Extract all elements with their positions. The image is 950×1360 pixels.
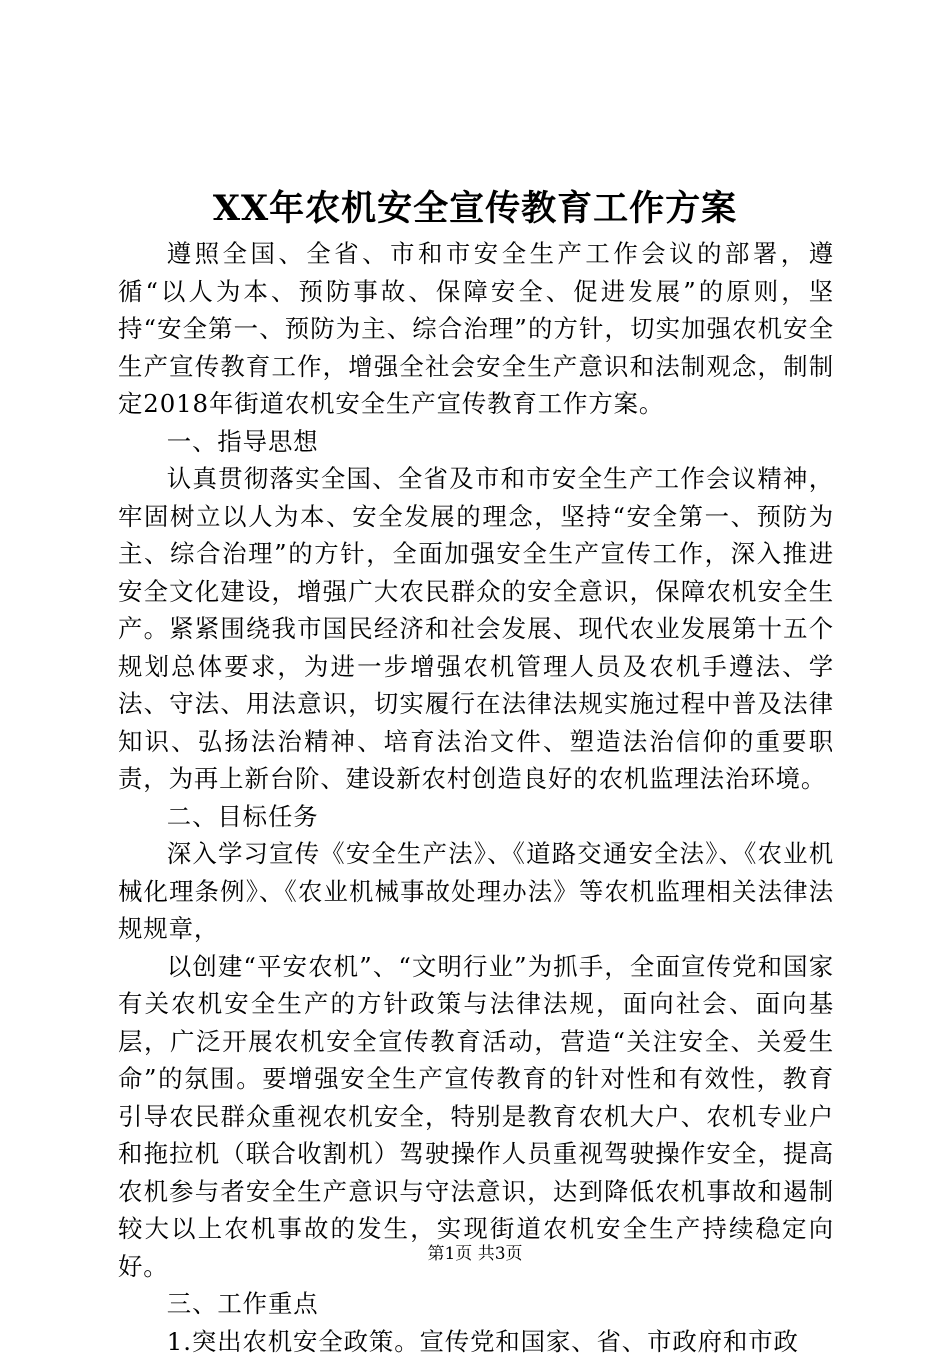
objectives-paragraph-2: 以创建“平安农机”、“文明行业”为抓手，全面宣传党和国家有关农机安全生产的方针政策与法律法规，面向社会、面向基层，广泛开展农机安全宣传教育活动，营造“关注安全、关爱生命”的氛围。要增强安全生产宣传教育的针对性和有效性，教育引导农民群众重视农机安全，特别是教育农机大户、农机专业户和拖拉机（联合收割机）驾驶操作人员重视驾驶操作安全，提高农机参与者安全生产意识与守法意识，达到降低农机事故和遏制较大以上农机事故的发生，实现街道农机安全生产持续稳定向好。 xyxy=(118,948,834,1286)
section-heading-objectives: 二、目标任务 xyxy=(118,798,834,836)
section-heading-work-focus: 三、工作重点 xyxy=(118,1285,834,1323)
work-focus-paragraph: 1.突出农机安全政策。宣传党和国家、省、市政府和市政 xyxy=(118,1323,834,1360)
intro-paragraph: 遵照全国、全省、市和市安全生产工作会议的部署，遵循“以人为本、预防事故、保障安全、促进发展”的原则，坚持“安全第一、预防为主、综合治理”的方针，切实加强农机安全生产宣传教育工作，增强全社会安全生产意识和法制观念，制制定2018年街道农机安全生产宣传教育工作方案。 xyxy=(118,235,834,423)
objectives-paragraph-1: 深入学习宣传《安全生产法》、《道路交通安全法》、《农业机械化理条例》、《农业机械事故处理办法》等农机监理相关法律法规规章， xyxy=(118,835,834,948)
guiding-ideology-paragraph: 认真贯彻落实全国、全省及市和市安全生产工作会议精神，牢固树立以人为本、安全发展的理念，坚持“安全第一、预防为主、综合治理”的方针，全面加强安全生产宣传工作，深入推进安全文化建设，增强广大农民群众的安全意识，保障农机安全生产。紧紧围绕我市国民经济和社会发展、现代农业发展第十五个规划总体要求，为进一步增强农机管理人员及农机手遵法、学法、守法、用法意识，切实履行在法律法规实施过程中普及法律知识、弘扬法治精神、培育法治文件、塑造法治信仰的重要职责，为再上新台阶、建设新农村创造良好的农机监理法治环境。 xyxy=(118,460,834,798)
page-number-footer: 第1页 共3页 xyxy=(0,1243,950,1265)
document-body xyxy=(118,235,834,1360)
document-title: XX年农机安全宣传教育工作方案 xyxy=(0,186,950,232)
section-heading-guiding-ideology: 一、指导思想 xyxy=(118,423,834,461)
